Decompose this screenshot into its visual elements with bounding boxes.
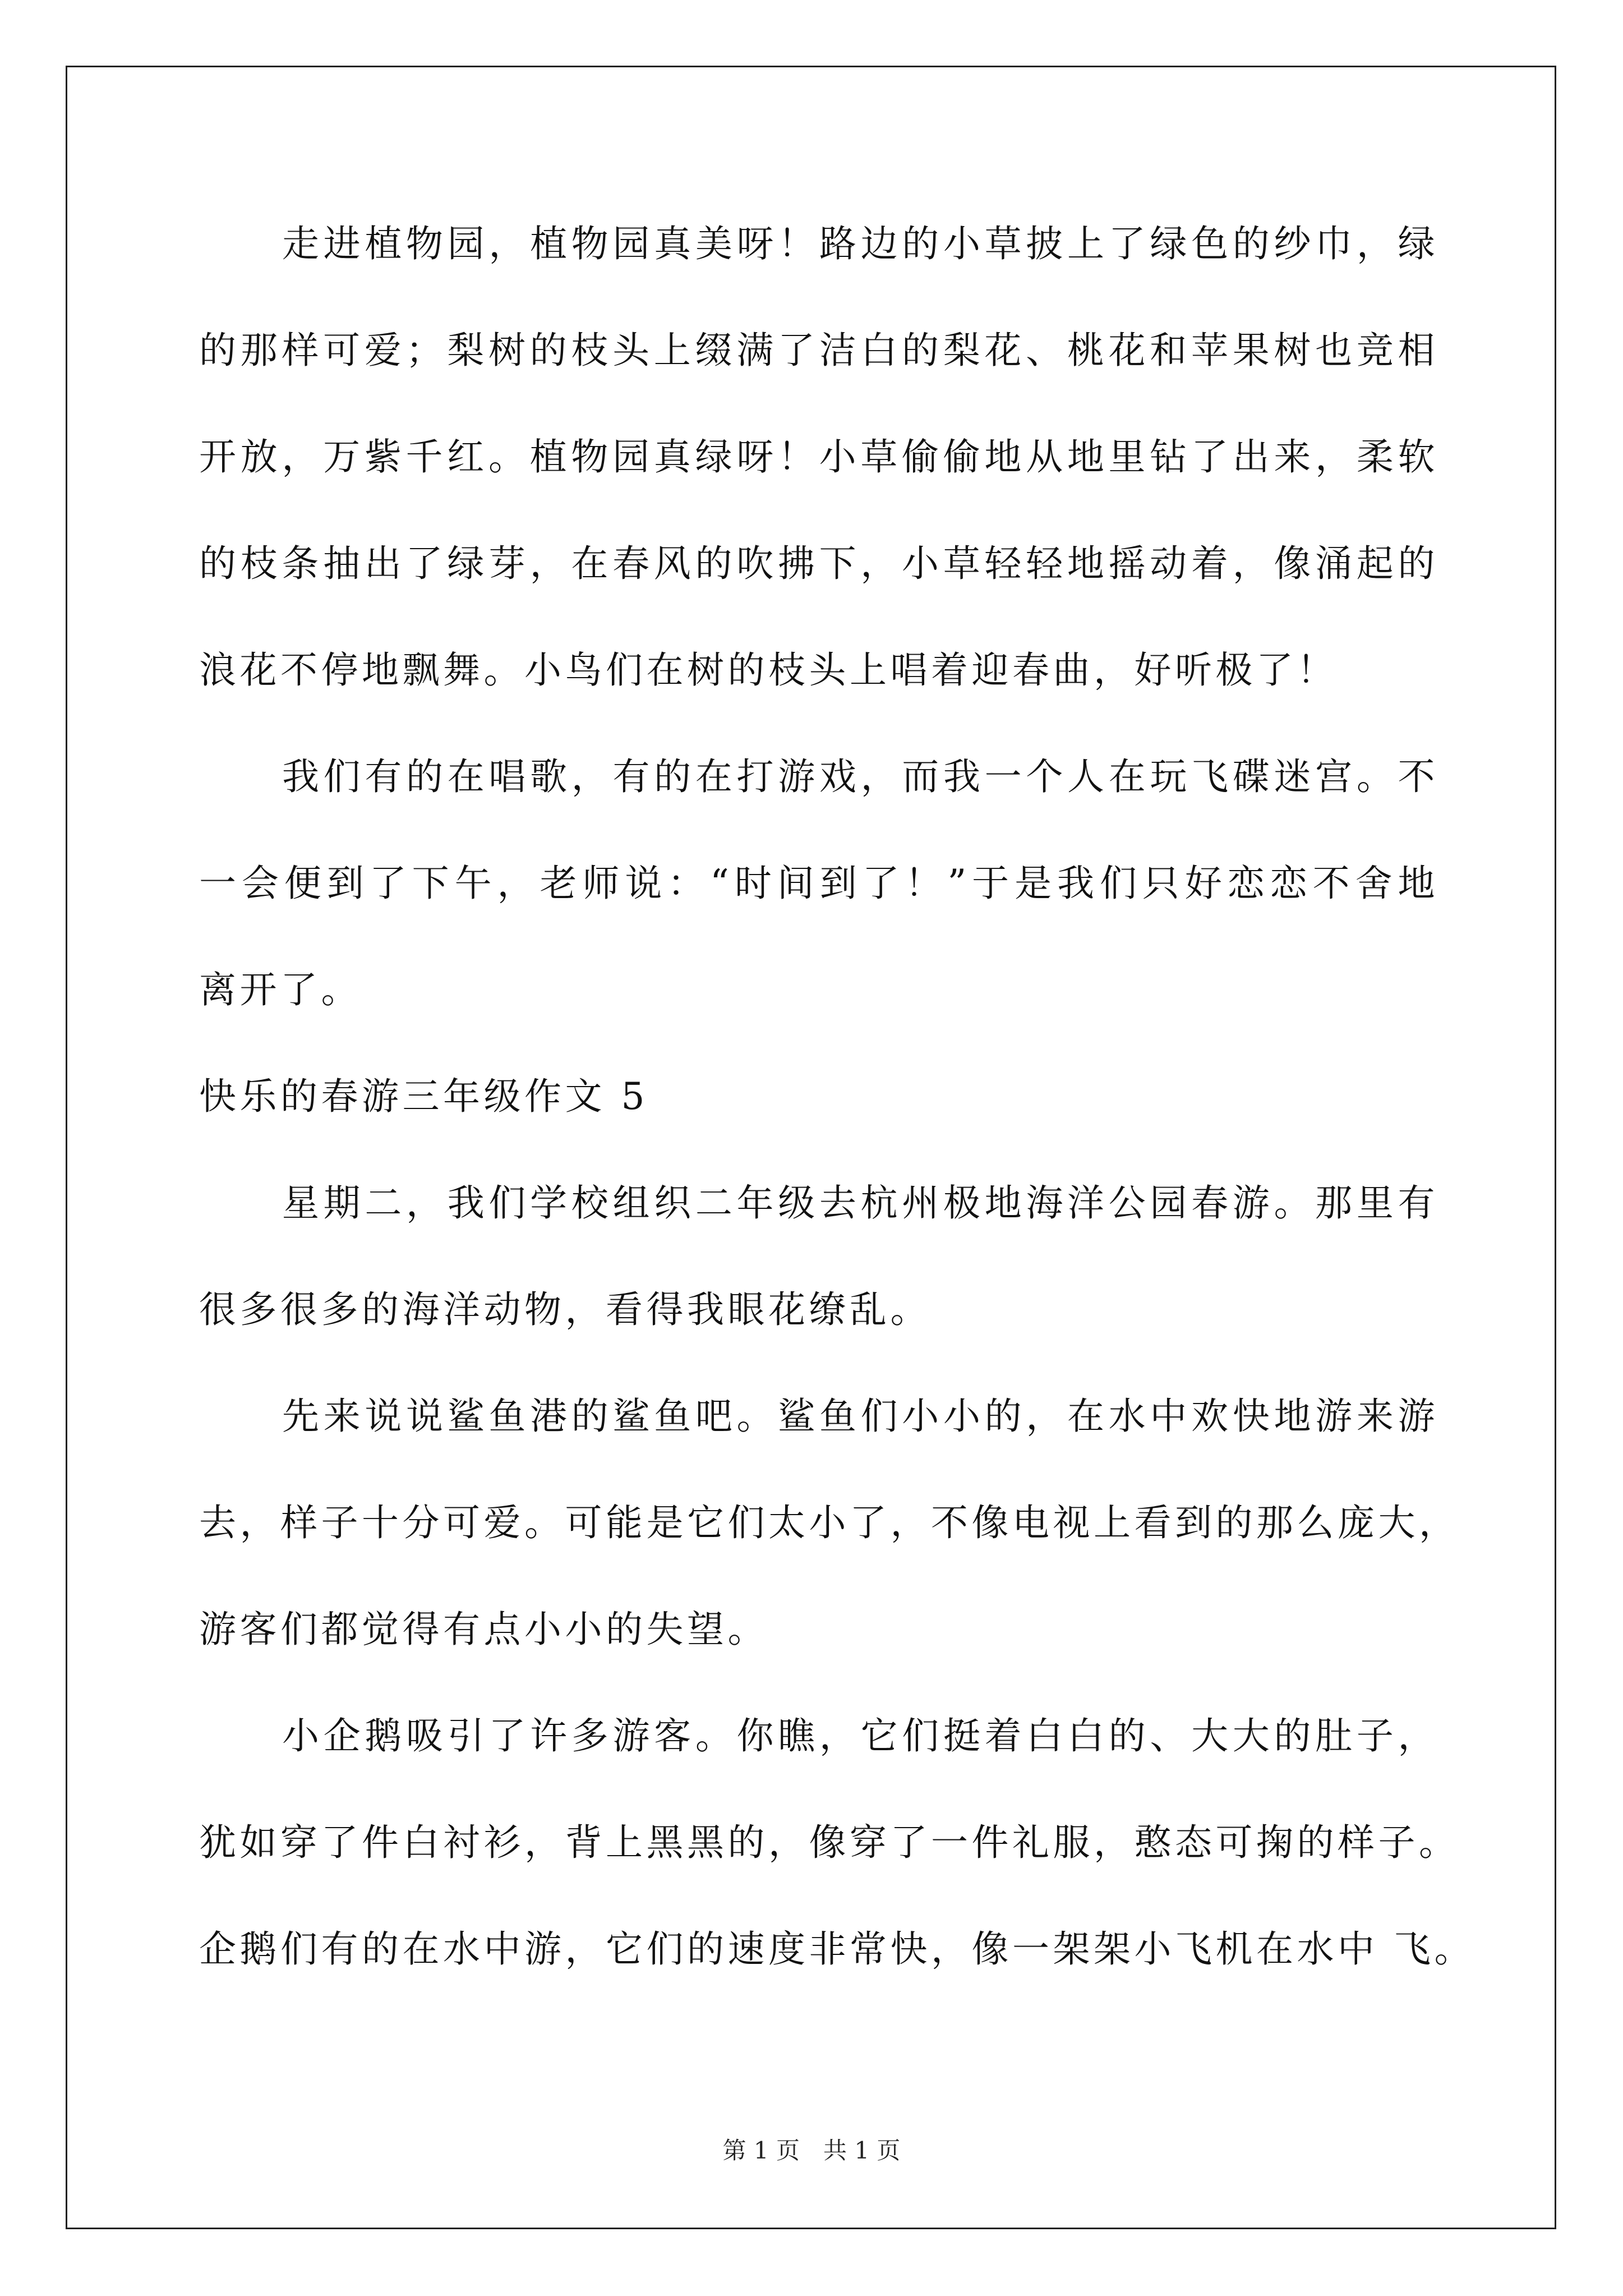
paragraph-1-line-2: 的那样可爱；梨树的枝头上缀满了洁白的梨花、桃花和苹果树也竞相: [199, 329, 1438, 372]
paragraph-5-line-2: 犹如穿了件白衬衫，背上黑黑的，像穿了一件礼服，憨态可掬的样子。: [199, 1821, 1460, 1864]
page-footer: [0, 2134, 1623, 2168]
paragraph-1-line-5: 浪花不停地飘舞。小鸟们在树的枝头上唱着迎春曲，好听极了！: [199, 648, 1338, 692]
paragraph-3-line-1: 星期二，我们学校组织二年级去杭州极地海洋公园春游。那里有: [282, 1181, 1438, 1225]
paragraph-2-line-3: 离开了。: [199, 968, 362, 1011]
paragraph-1-line-3: 开放，万紫千红。植物园真绿呀！小草偷偷地从地里钻了出来，柔软: [199, 435, 1438, 478]
paragraph-5-line-3: 企鹅们有的在水中游，它们的速度非常快，像一架架小飞机在水中 飞。: [199, 1927, 1475, 1971]
paragraph-1-line-4: 的枝条抽出了绿芽，在春风的吹拂下，小草轻轻地摇动着，像涌起的: [199, 542, 1438, 585]
page-total-label: 共 1 页: [823, 2137, 901, 2164]
paragraph-2-line-2: 一会便到了下午，老师说：“时间到了！”于是我们只好恋恋不舍地: [199, 862, 1438, 905]
paragraph-1-line-1: 走进植物园，植物园真美呀！路边的小草披上了绿色的纱巾，绿: [282, 222, 1438, 265]
paragraph-4-line-2: 去，样子十分可爱。可能是它们太小了，不像电视上看到的那么庞大，: [199, 1501, 1460, 1544]
page-border: [66, 66, 1556, 2229]
paragraph-3-line-2: 很多很多的海洋动物，看得我眼花缭乱。: [199, 1288, 931, 1331]
paragraph-2-line-1: 我们有的在唱歌，有的在打游戏，而我一个人在玩飞碟迷宫。不: [282, 755, 1438, 798]
paragraph-4-line-1: 先来说说鲨鱼港的鲨鱼吧。鲨鱼们小小的，在水中欢快地游来游: [282, 1395, 1438, 1438]
page-number-label: 第 1 页: [722, 2137, 800, 2164]
paragraph-4-line-3: 游客们都觉得有点小小的失望。: [199, 1608, 768, 1651]
paragraph-5-line-1: 小企鹅吸引了许多游客。你瞧，它们挺着白白的、大大的肚子，: [282, 1714, 1438, 1757]
section-title: 快乐的春游三年级作文 5: [199, 1075, 648, 1118]
